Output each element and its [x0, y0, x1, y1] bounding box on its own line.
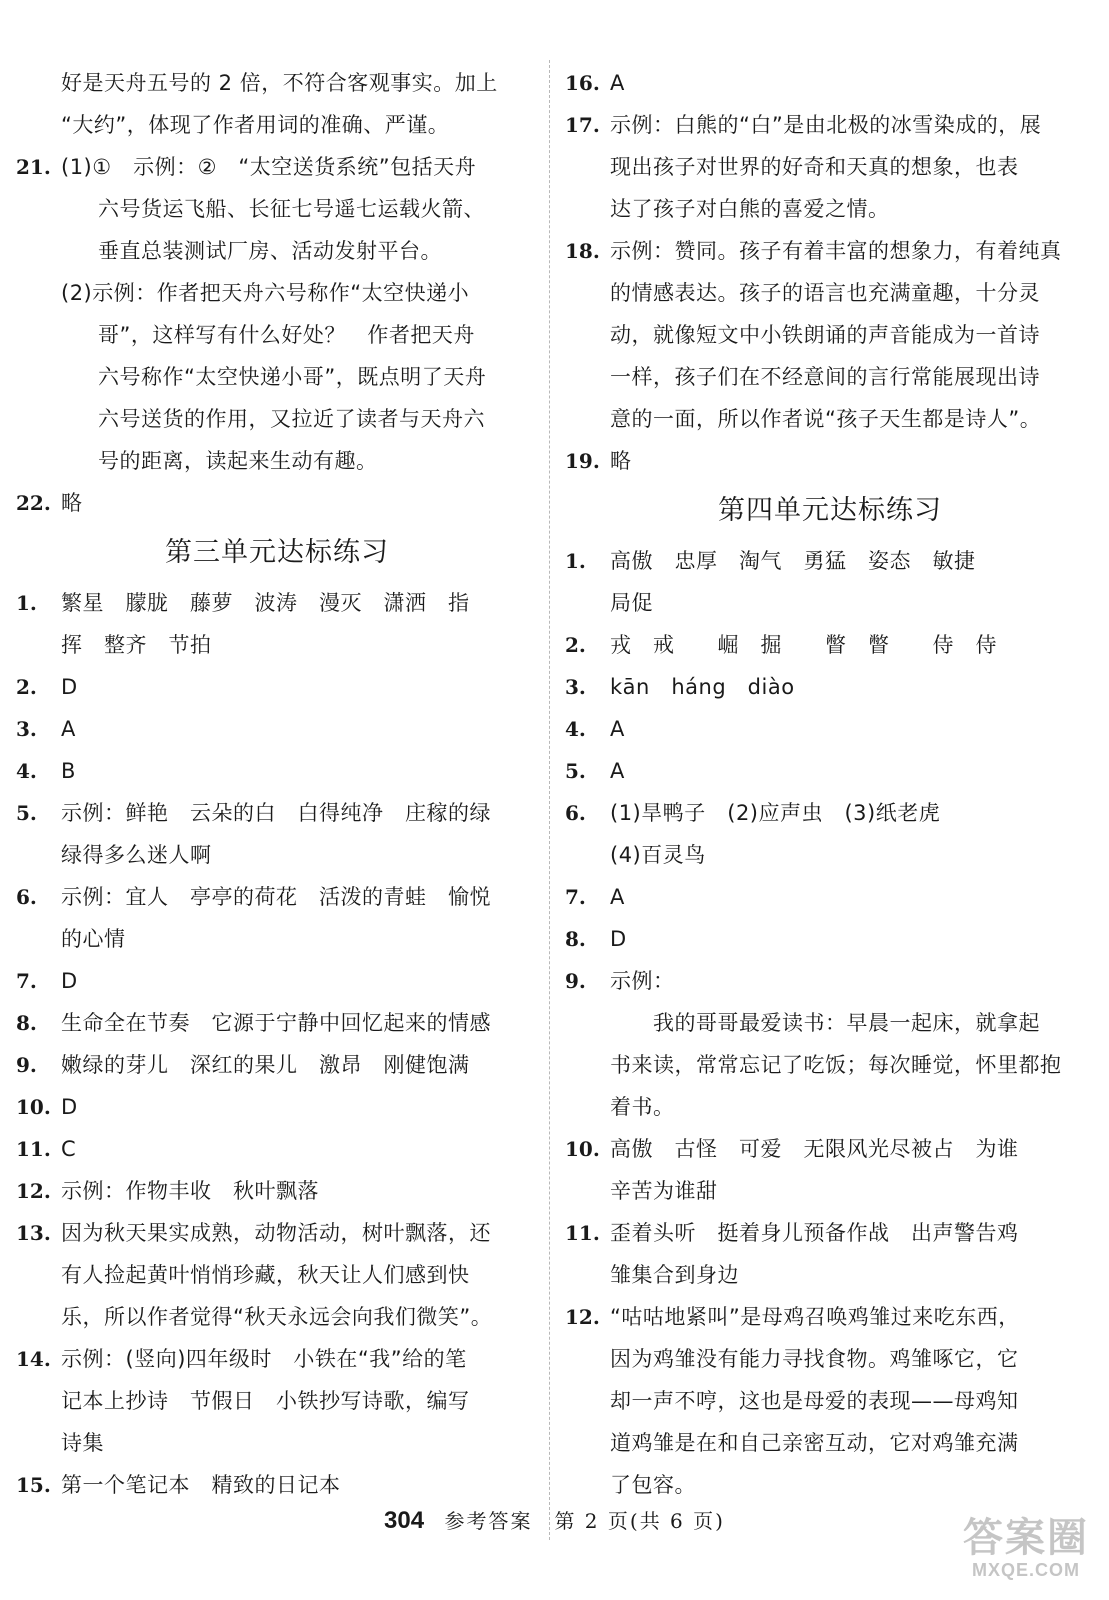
answer-number: 6. [16, 885, 37, 909]
answer-text: 示例：鲜艳 云朵的白 白得纯净 庄稼的绿 [61, 801, 491, 825]
answer-item [16, 960, 538, 1002]
answer-number: 21. [16, 155, 51, 179]
footer-label: 参考答案 第 2 页(共 6 页) [444, 1509, 725, 1533]
answer-continuation: 着书。 [610, 1095, 675, 1119]
answer-item [565, 104, 1095, 146]
answer-item [565, 440, 1095, 482]
answer-text: 示例：(竖向)四年级时 小铁在“我”给的笔 [61, 1347, 467, 1371]
answer-item [565, 1212, 1095, 1254]
answer-continuation: (4)百灵鸟 [610, 843, 706, 867]
answer-number: 5. [16, 801, 37, 825]
answer-continuation: 道鸡雏是在和自己亲密互动，它对鸡雏充满 [610, 1431, 1019, 1455]
answer-item [565, 1128, 1095, 1170]
answer-number: 19. [565, 449, 600, 473]
answer-continuation: (2)示例：作者把天舟六号称作“太空快递小 [61, 281, 470, 305]
answer-text: 歪着头听 挺着身儿预备作战 出声警告鸡 [610, 1221, 1019, 1245]
answer-number: 1. [16, 591, 37, 615]
section-title: 第四单元达标练习 [718, 495, 942, 526]
answer-number: 4. [565, 717, 586, 741]
answer-continuation: 六号货运飞船、长征七号遥七运载火箭、 [98, 197, 485, 221]
answer-number: 3. [16, 717, 37, 741]
answer-number: 2. [565, 633, 586, 657]
answer-number: 13. [16, 1221, 51, 1245]
answer-text: D [61, 1095, 78, 1119]
answer-number: 10. [16, 1095, 51, 1119]
answer-text: 生命全在节奏 它源于宁静中回忆起来的情感 [61, 1011, 491, 1035]
answer-number: 9. [16, 1053, 37, 1077]
answer-text: C [61, 1137, 77, 1161]
answer-text: 略 [61, 491, 83, 515]
answer-text: kān háng diào [610, 675, 795, 699]
answer-text: 示例：宜人 亭亭的荷花 活泼的青蛙 愉悦 [61, 885, 491, 909]
answer-continuation: 好是天舟五号的 2 倍，不符合客观事实。加上 [61, 71, 498, 95]
answer-item [16, 1002, 538, 1044]
answer-text: 繁星 朦胧 藤萝 波涛 漫灭 潇洒 指 [61, 591, 470, 615]
answer-continuation: 哥”，这样写有什么好处？ 作者把天舟 [98, 323, 475, 347]
answer-number: 5. [565, 759, 586, 783]
answer-continuation: 的心情 [61, 927, 126, 951]
answer-item [16, 1086, 538, 1128]
column-divider [549, 60, 550, 1540]
answer-text: (1)① 示例：② “太空送货系统”包括天舟 [61, 155, 477, 179]
answer-item [16, 582, 538, 624]
answer-text: B [61, 759, 76, 783]
page-footer [0, 1505, 1109, 1535]
answer-item [565, 918, 1095, 960]
answer-text: “咕咕地紧叫”是母鸡召唤鸡雏过来吃东西， [610, 1305, 1020, 1329]
answer-continuation: 有人捡起黄叶悄悄珍藏，秋天让人们感到快 [61, 1263, 470, 1287]
answer-continuation: 挥 整齐 节拍 [61, 633, 212, 657]
answer-text: 第一个笔记本 精致的日记本 [61, 1473, 341, 1497]
answer-continuation: 一样，孩子们在不经意间的言行常能展现出诗 [610, 365, 1040, 389]
answer-text: D [61, 675, 78, 699]
answer-text: 因为秋天果实成熟，动物活动，树叶飘落，还 [61, 1221, 491, 1245]
answer-number: 7. [565, 885, 586, 909]
answer-number: 9. [565, 969, 586, 993]
answer-text: A [610, 717, 625, 741]
answer-item [16, 146, 538, 188]
answer-text: 高傲 忠厚 淘气 勇猛 姿态 敏捷 [610, 549, 976, 573]
answer-number: 16. [565, 71, 600, 95]
answer-continuation: 六号称作“太空快递小哥”，既点明了天舟 [98, 365, 487, 389]
answer-text: 示例：作物丰收 秋叶飘落 [61, 1179, 319, 1203]
answer-number: 18. [565, 239, 600, 263]
answer-item [16, 1212, 538, 1254]
answer-item [16, 750, 538, 792]
answer-continuation: 垂直总装测试厂房、活动发射平台。 [98, 239, 442, 263]
answer-item [565, 1296, 1095, 1338]
watermark-text: 答案圈 [963, 1515, 1089, 1561]
answer-item [565, 960, 1095, 1002]
answer-item [16, 1128, 538, 1170]
answer-continuation: 记本上抄诗 节假日 小铁抄写诗歌，编写 [61, 1389, 470, 1413]
answer-continuation: 辛苦为谁甜 [610, 1179, 718, 1203]
answer-number: 14. [16, 1347, 51, 1371]
answer-number: 12. [565, 1305, 600, 1329]
answer-number: 8. [16, 1011, 37, 1035]
answer-continuation: 的情感表达。孩子的语言也充满童趣，十分灵 [610, 281, 1040, 305]
answer-text: 示例： [610, 969, 675, 993]
section-title: 第三单元达标练习 [165, 537, 389, 568]
answer-item [565, 708, 1095, 750]
answer-item [565, 666, 1095, 708]
answer-text: 略 [610, 449, 632, 473]
left-column [16, 62, 538, 1506]
answer-item [16, 666, 538, 708]
answer-number: 3. [565, 675, 586, 699]
answer-text: 嫩绿的芽儿 深红的果儿 激昂 刚健饱满 [61, 1053, 470, 1077]
answer-item [565, 230, 1095, 272]
answer-text: D [61, 969, 78, 993]
answer-item [565, 62, 1095, 104]
answer-continuation: 绿得多么迷人啊 [61, 843, 212, 867]
answer-item [16, 792, 538, 834]
answer-continuation: 动，就像短文中小铁朗诵的声音能成为一首诗 [610, 323, 1040, 347]
answer-continuation: 雏集合到身边 [610, 1263, 739, 1287]
answer-number: 11. [16, 1137, 51, 1161]
answer-item [16, 876, 538, 918]
answer-continuation: “大约”，体现了作者用词的准确、严谨。 [61, 113, 450, 137]
answer-number: 4. [16, 759, 37, 783]
right-column [565, 62, 1095, 1506]
watermark-logo [951, 1516, 1101, 1590]
answer-number: 8. [565, 927, 586, 951]
answer-continuation: 现出孩子对世界的好奇和天真的想象，也表 [610, 155, 1019, 179]
answer-continuation: 诗集 [61, 1431, 104, 1455]
answer-number: 15. [16, 1473, 51, 1497]
answer-item [16, 708, 538, 750]
answer-continuation: 号的距离，读起来生动有趣。 [98, 449, 378, 473]
answer-number: 12. [16, 1179, 51, 1203]
page-number: 304 [384, 1507, 425, 1534]
answer-continuation: 因为鸡雏没有能力寻找食物。鸡雏啄它，它 [610, 1347, 1019, 1371]
answer-item [16, 482, 538, 524]
answer-item [16, 1170, 538, 1212]
answer-continuation: 了包容。 [610, 1473, 696, 1497]
answer-item [16, 1464, 538, 1506]
answer-text: D [610, 927, 627, 951]
answer-item [565, 540, 1095, 582]
answer-continuation: 局促 [610, 591, 653, 615]
answer-text: 示例：白熊的“白”是由北极的冰雪染成的，展 [610, 113, 1042, 137]
answer-continuation: 书来读，常常忘记了吃饭；每次睡觉，怀里都抱 [610, 1053, 1062, 1077]
answer-item [565, 792, 1095, 834]
answer-continuation: 六号送货的作用，又拉近了读者与天舟六 [98, 407, 485, 431]
answer-text: A [610, 71, 625, 95]
answer-number: 11. [565, 1221, 600, 1245]
answer-number: 10. [565, 1137, 600, 1161]
answer-number: 2. [16, 675, 37, 699]
answer-item [565, 624, 1095, 666]
answer-number: 7. [16, 969, 37, 993]
answer-number: 6. [565, 801, 586, 825]
answer-text: 高傲 古怪 可爱 无限风光尽被占 为谁 [610, 1137, 1019, 1161]
answer-text: A [610, 759, 625, 783]
answer-item [16, 1338, 538, 1380]
answer-continuation: 达了孩子对白熊的喜爱之情。 [610, 197, 890, 221]
answer-item [16, 1044, 538, 1086]
answer-continuation: 我的哥哥最爱读书：早晨一起床，就拿起 [610, 1011, 1040, 1035]
answer-number: 1. [565, 549, 586, 573]
answer-continuation: 却一声不哼，这也是母爱的表现——母鸡知 [610, 1389, 1019, 1413]
answer-text: 戎 戒 崛 掘 瞥 瞥 侍 侍 [610, 633, 997, 657]
answer-continuation: 乐，所以作者觉得“秋天永远会向我们微笑”。 [61, 1305, 493, 1329]
answer-text: (1)旱鸭子 (2)应声虫 (3)纸老虎 [610, 801, 941, 825]
answer-text: 示例：赞同。孩子有着丰富的想象力，有着纯真 [610, 239, 1062, 263]
answer-text: A [61, 717, 76, 741]
watermark-url: MXQE.COM [971, 1560, 1080, 1580]
answer-number: 22. [16, 491, 51, 515]
answer-text: A [610, 885, 625, 909]
answer-number: 17. [565, 113, 600, 137]
answer-item [565, 876, 1095, 918]
answer-continuation: 意的一面，所以作者说“孩子天生都是诗人”。 [610, 407, 1042, 431]
answer-item [565, 750, 1095, 792]
